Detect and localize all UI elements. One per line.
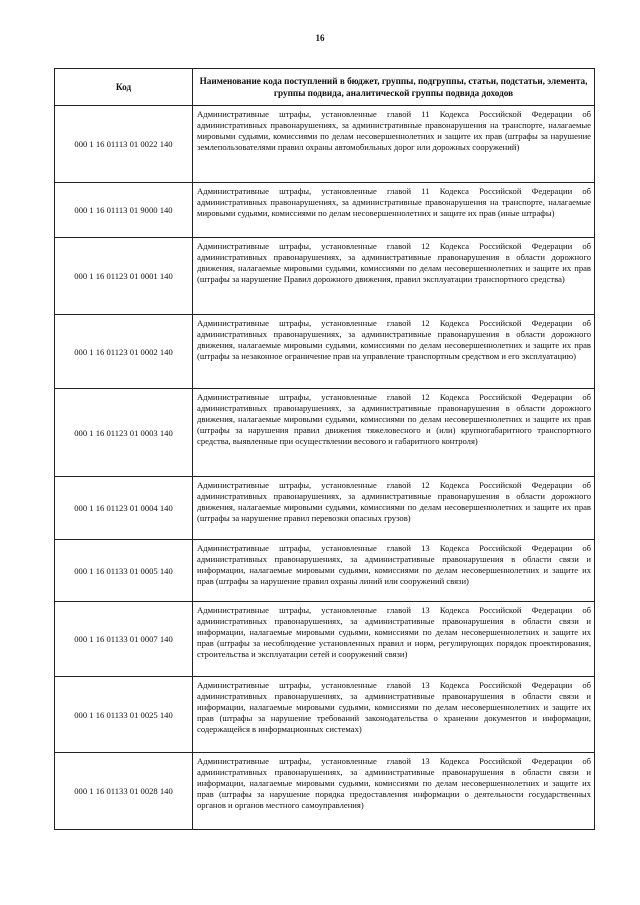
row-description: Административные штрафы, установленные главой 11 Кодекса Российской Федерации об административных правонарушениях, за административные правонарушения на транспорте, налагаемые мировыми судьями, комиссиями по делам несовершеннолетних и защите их прав (штрафы за нарушение землепользователями правил охраны автомобильных дорог или дорожных сооружений) [193,106,595,183]
row-code: 000 1 16 01113 01 9000 140 [55,183,193,238]
revenue-codes-table [54,68,595,830]
header-name: Наименование кода поступлений в бюджет, группы, подгруппы, статьи, подстатьи, элемента, группы подвида, аналитической группы подвида доходов [193,69,595,106]
row-code: 000 1 16 01123 01 0003 140 [55,389,193,477]
row-description: Административные штрафы, установленные главой 11 Кодекса Российской Федерации об административных правонарушениях, за административные правонарушения на транспорте, налагаемые мировыми судьями, комиссиями по делам несовершеннолетних и защите их прав (иные штрафы) [193,183,595,238]
row-description: Административные штрафы, установленные главой 12 Кодекса Российской Федерации об административных правонарушениях, за административные правонарушения в области дорожного движения, налагаемые мировыми судьями, комиссиями по делам несовершеннолетних и защите их прав (штрафы за нарушение Правил дорожного движения, правил эксплуатации транспортного средства) [193,238,595,315]
table-row [55,238,595,315]
page-number: 16 [315,33,325,43]
row-description: Административные штрафы, установленные главой 13 Кодекса Российской Федерации об административных правонарушениях, за административные правонарушения в области связи и информации, налагаемые мировыми судьями, комиссиями по делам несовершеннолетних и защите их прав (штрафы за несоблюдение установленных правил и норм, регулирующих порядок проектирования, строительства и эксплуатации сетей и сооружений связи) [193,602,595,677]
table-row [55,477,595,540]
table-row [55,183,595,238]
row-code: 000 1 16 01123 01 0001 140 [55,238,193,315]
row-code: 000 1 16 01123 01 0002 140 [55,315,193,389]
row-code: 000 1 16 01133 01 0025 140 [55,677,193,753]
row-description: Административные штрафы, установленные главой 13 Кодекса Российской Федерации об административных правонарушениях, за административные правонарушения в области связи и информации, налагаемые мировыми судьями, комиссиями по делам несовершеннолетних и защите их прав (штрафы за нарушение порядка предоставления информации о деятельности государственных органов и органов местного самоуправления) [193,753,595,830]
table-row [55,389,595,477]
row-description: Административные штрафы, установленные главой 13 Кодекса Российской Федерации об административных правонарушениях, за административные правонарушения в области связи и информации, налагаемые мировыми судьями, комиссиями по делам несовершеннолетних и защите их прав (штрафы за нарушение требований законодательства о хранении документов и информации, содержащейся в информационных системах) [193,677,595,753]
row-code: 000 1 16 01113 01 0022 140 [55,106,193,183]
table-row [55,677,595,753]
row-description: Административные штрафы, установленные главой 12 Кодекса Российской Федерации об административных правонарушениях, за административные правонарушения в области дорожного движения, налагаемые мировыми судьями, комиссиями по делам несовершеннолетних и защите их прав (штрафы за незаконное ограничение прав на управление транспортным средством и его эксплуатацию) [193,315,595,389]
row-description: Административные штрафы, установленные главой 12 Кодекса Российской Федерации об административных правонарушениях, за административные правонарушения в области дорожного движения, налагаемые мировыми судьями, комиссиями по делам несовершеннолетних и защите их прав (штрафы за нарушения правил движения тяжеловесного и (или) крупногабаритного транспортного средства, выявленные при осуществлении весового и габаритного контроля) [193,389,595,477]
row-description: Административные штрафы, установленные главой 12 Кодекса Российской Федерации об административных правонарушениях, за административные правонарушения в области дорожного движения, налагаемые мировыми судьями, комиссиями по делам несовершеннолетних и защите их прав (штрафы за нарушение правил перевозки опасных грузов) [193,477,595,540]
header-code: Код [55,69,193,106]
row-code: 000 1 16 01133 01 0028 140 [55,753,193,830]
table-row [55,315,595,389]
table-row [55,106,595,183]
table-header-row [55,69,595,106]
row-description: Административные штрафы, установленные главой 13 Кодекса Российской Федерации об административных правонарушениях, за административные правонарушения в области связи и информации, налагаемые мировыми судьями, комиссиями по делам несовершеннолетних и защите их прав (штрафы за нарушение правил охраны линий или сооружений связи) [193,540,595,602]
row-code: 000 1 16 01133 01 0005 140 [55,540,193,602]
table-row [55,602,595,677]
row-code: 000 1 16 01133 01 0007 140 [55,602,193,677]
table-row [55,753,595,830]
table-row [55,540,595,602]
row-code: 000 1 16 01123 01 0004 140 [55,477,193,540]
